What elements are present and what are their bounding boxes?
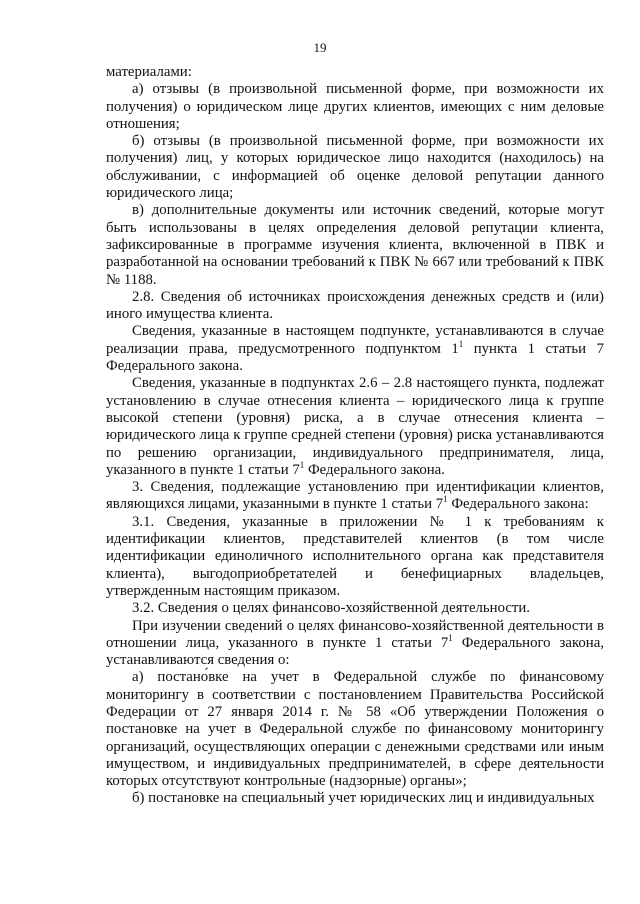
paragraph-3-1: 3.1. Сведения, указанные в приложении № 1 к требованиям к идентификации клиентов, представителей клиентов (в том числе идентификации единоличного исполнительного органа как представителя клиента), выгодоприобретателей и бенефициарных владельцев, утвержденным настоящим приказом.	[106, 513, 604, 599]
superscript: 1	[448, 632, 453, 643]
text-run: Федерального закона, устанавливаются сведения о:	[106, 634, 604, 669]
superscript: 1	[443, 494, 448, 505]
text-run: 3. Сведения, подлежащие установлению при идентификации клиентов, являющихся лицами, указанными в пункте 1 статьи 7	[106, 479, 604, 513]
document-body	[106, 64, 604, 808]
text-run: Сведения, указанные в подпунктах 2.6 – 2.8 настоящего пункта, подлежат установлению в случае отнесения клиента – юридического лица к группе высокой степени (уровня) риска, а в случае отнесения клиента – юридического лица к группе средней степени (уровня) риска устанавливаются по решению организации, индивидуального предпринимателя, лица, указанного в пункте 1 статьи 7	[106, 375, 604, 478]
paragraph-activity-purposes	[106, 618, 604, 670]
paragraph-3-2: 3.2. Сведения о целях финансово-хозяйственной деятельности.	[132, 600, 530, 617]
text-run: При изучении сведений о целях финансово-хозяйственной деятельности в отношении лица, указанного в пункте 1 статьи 7	[106, 617, 604, 651]
paragraph-2-8: 2.8. Сведения об источниках происхождения денежных средств и (или) иного имущества клиента.	[106, 288, 604, 323]
text-run: Сведения, указанные в настоящем подпункте, устанавливаются в случае реализации права, предусмотренного подпунктом 1	[106, 323, 604, 357]
paragraph-right-reference	[106, 323, 604, 375]
paragraph-item-a-registration: а) постано́вке на учет в Федеральной службе по финансовому мониторингу в соответствии с постановлением Правительства Российской Федерации от 27 января 2014 г. № 58 «Об утверждении Положения о постановке на учет в Федеральной службе по финансовому мониторингу организаций, осуществляющих операции с денежными средствами или иным имуществом, и индивидуальных предпринимателей, в сфере деятельности которых отсутствуют контрольные (надзорные) органы»;	[106, 669, 604, 790]
superscript: 1	[458, 338, 464, 349]
text-run: Федерального закона.	[304, 461, 445, 478]
page-number: 19	[313, 40, 327, 55]
text-run: пункта 1 статьи 7 Федерального закона.	[106, 340, 604, 375]
superscript: 1	[299, 459, 305, 470]
paragraph-risk-groups	[106, 375, 604, 479]
text-run: Федерального закона:	[447, 496, 589, 513]
paragraph-item-v-documents: в) дополнительные документы или источник сведений, которые могут быть использованы в целях определения деловой репутации клиента, зафиксированные в программе изучения клиента, включенной в ПВК и разработанной на основании требований к ПВК № 667 или требований к ПВК № 1188.	[106, 202, 604, 288]
paragraph-continuation: материалами:	[106, 64, 192, 80]
paragraph-item-b-reviews: б) отзывы (в произвольной письменной форме, при возможности их получения) лиц, у которых юридическое лицо находится (находилось) на обслуживании, с информацией об оценке деловой репутации данного юридического лица;	[106, 133, 604, 202]
paragraph-item-a-reviews: а) отзывы (в произвольной письменной форме, при возможности их получения) о юридическом лице других клиентов, имеющих с ним деловые отношения;	[106, 81, 604, 132]
paragraph-3	[106, 479, 604, 514]
paragraph-item-b-special-registration: б) постановке на специальный учет юридических лиц и индивидуальных	[132, 790, 595, 807]
